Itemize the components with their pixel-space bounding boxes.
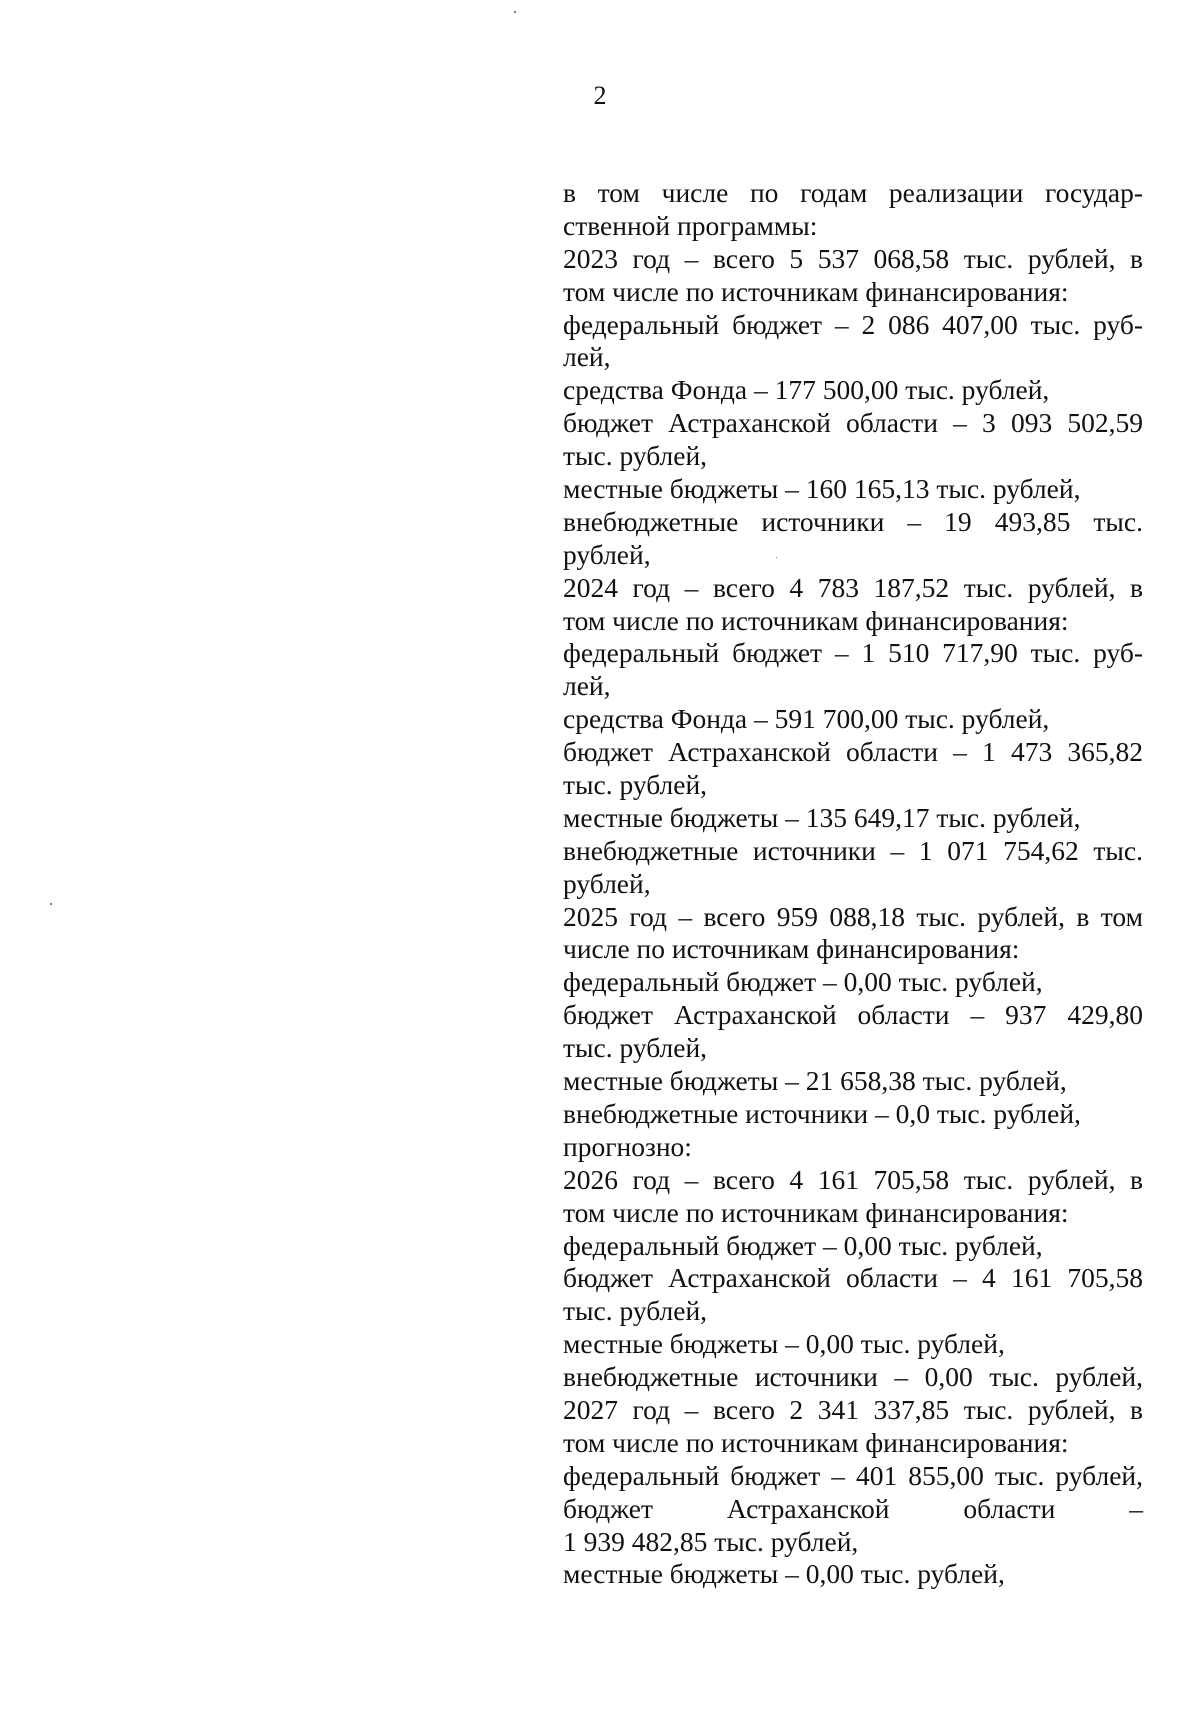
scan-speck	[776, 557, 777, 558]
text-line: тыс. рублей,	[563, 1295, 708, 1327]
text-line: внебюджетные источники – 0,0 тыс. рублей,	[563, 1097, 1081, 1129]
text-line: бюджет Астраханской области – 1 473 365,82	[563, 736, 1143, 768]
text-line: прогнозно:	[563, 1130, 692, 1162]
text-line: ственной программы:	[563, 209, 818, 241]
text-line: внебюджетные источники – 0,00 тыс. рублей,	[563, 1361, 1143, 1393]
text-line: внебюджетные источники – 19 493,85 тыс.	[563, 505, 1143, 537]
text-line: лей,	[563, 341, 611, 373]
text-line: том числе по источникам финансирования:	[563, 1196, 1069, 1228]
text-line: местные бюджеты – 160 165,13 тыс. рублей,	[563, 473, 1081, 505]
text-line: тыс. рублей,	[563, 1032, 708, 1064]
text-line: бюджет Астраханской области –	[563, 1492, 1143, 1524]
text-line: бюджет Астраханской области – 3 093 502,59	[563, 407, 1143, 439]
text-line: том числе по источникам финансирования:	[563, 275, 1069, 307]
text-line: рублей,	[563, 538, 651, 570]
text-line: числе по источникам финансирования:	[563, 933, 1020, 965]
text-line: тыс. рублей,	[563, 440, 708, 472]
text-line: 2024 год – всего 4 783 187,52 тыс. рублей, в	[563, 571, 1143, 603]
scan-speck	[514, 11, 516, 13]
text-line: местные бюджеты – 0,00 тыс. рублей,	[563, 1558, 1005, 1590]
text-line: 2025 год – всего 959 088,18 тыс. рублей, в том	[563, 900, 1143, 932]
scan-speck	[50, 903, 52, 905]
text-line: местные бюджеты – 21 658,38 тыс. рублей,	[563, 1065, 1067, 1097]
budget-text-column	[563, 177, 1143, 1591]
page-number: 2	[593, 81, 607, 110]
text-line: бюджет Астраханской области – 4 161 705,58	[563, 1262, 1143, 1294]
text-line: в том числе по годам реализации государ-	[563, 177, 1143, 208]
text-line: федеральный бюджет – 0,00 тыс. рублей,	[563, 966, 1043, 998]
text-line: средства Фонда – 177 500,00 тыс. рублей,	[563, 374, 1050, 406]
text-line: местные бюджеты – 135 649,17 тыс. рублей,	[563, 801, 1081, 833]
text-line: федеральный бюджет – 2 086 407,00 тыс. руб-	[563, 308, 1143, 340]
text-line: бюджет Астраханской области – 937 429,80	[563, 999, 1143, 1031]
text-line: 2026 год – всего 4 161 705,58 тыс. рублей, в	[563, 1163, 1143, 1195]
text-line: лей,	[563, 670, 611, 702]
text-line: тыс. рублей,	[563, 769, 708, 801]
text-line: средства Фонда – 591 700,00 тыс. рублей,	[563, 703, 1050, 735]
text-line: 2023 год – всего 5 537 068,58 тыс. рублей, в	[563, 242, 1143, 274]
text-line: внебюджетные источники – 1 071 754,62 тыс.	[563, 834, 1143, 866]
text-line: том числе по источникам финансирования:	[563, 1426, 1069, 1458]
text-line: 2027 год – всего 2 341 337,85 тыс. рублей, в	[563, 1393, 1143, 1425]
text-line: федеральный бюджет – 0,00 тыс. рублей,	[563, 1229, 1043, 1261]
text-line: федеральный бюджет – 1 510 717,90 тыс. руб-	[563, 637, 1143, 669]
text-line: том числе по источникам финансирования:	[563, 604, 1069, 636]
text-line: рублей,	[563, 867, 651, 899]
text-line: 1 939 482,85 тыс. рублей,	[563, 1525, 859, 1557]
text-line: местные бюджеты – 0,00 тыс. рублей,	[563, 1328, 1005, 1360]
text-line: федеральный бюджет – 401 855,00 тыс. рублей,	[563, 1459, 1143, 1491]
